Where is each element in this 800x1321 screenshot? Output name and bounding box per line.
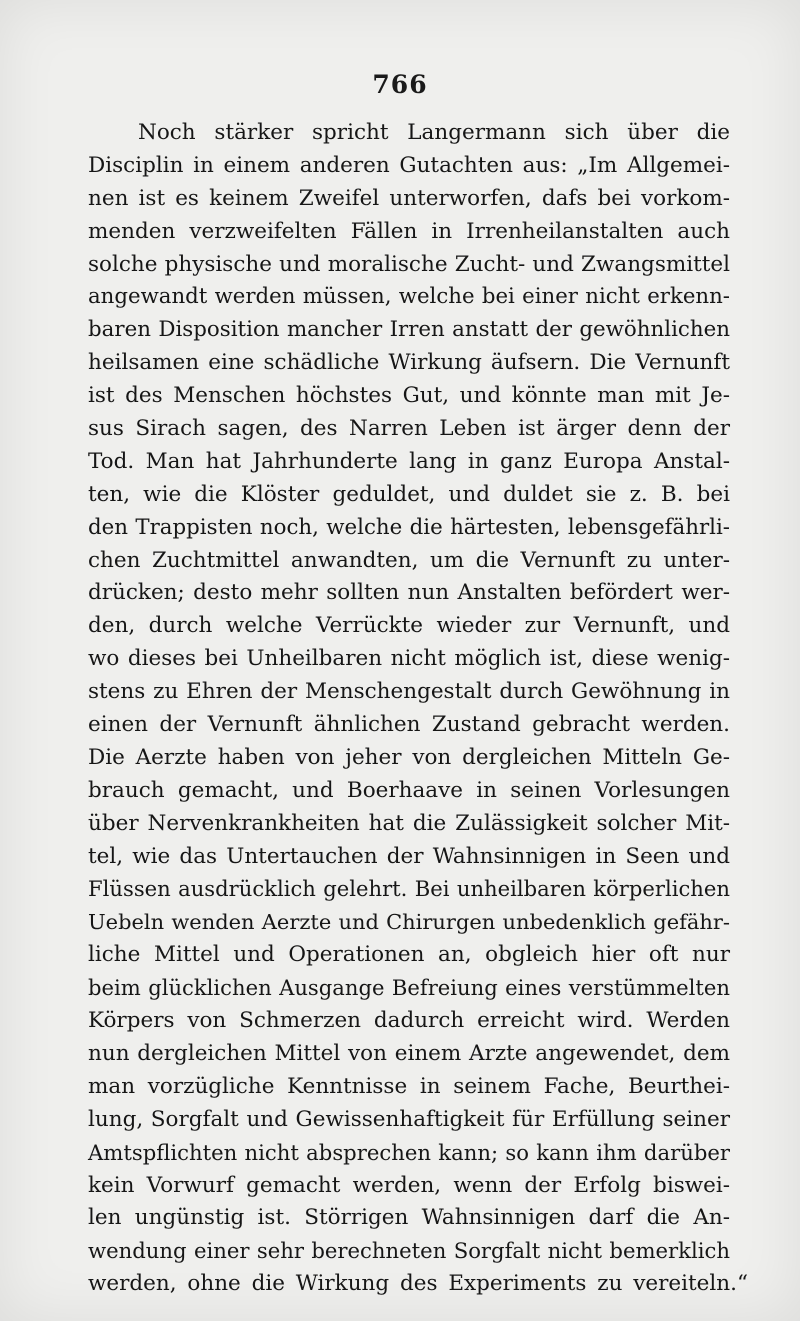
text-line: heilsamen eine schädliche Wirkung äufsern. Die Vernunft: [88, 350, 730, 376]
text-line: den, durch welche Verrückte wieder zur Vernunft, und: [88, 613, 730, 639]
text-line: Die Aerzte haben von jeher von dergleichen Mitteln Ge-: [88, 744, 730, 770]
text-line: lung, Sorgfalt und Gewissenhaftigkeit für Erfüllung seiner: [88, 1106, 730, 1132]
text-line: solche physische und moralische Zucht- und Zwangsmittel: [88, 251, 730, 277]
text-line: Flüssen ausdrücklich gelehrt. Bei unheilbaren körperlichen: [88, 876, 730, 902]
text-line: tel, wie das Untertauchen der Wahnsinnigen in Seen und: [88, 843, 730, 869]
text-line: über Nervenkrankheiten hat die Zulässigkeit solcher Mit-: [88, 810, 730, 836]
text-line: stens zu Ehren der Menschengestalt durch Gewöhnung in: [88, 679, 730, 705]
text-line: beim glücklichen Ausgange Befreiung eines verstümmelten: [88, 975, 730, 1001]
page-number: 766: [372, 70, 428, 99]
text-line: Noch stärker spricht Langermann sich über die: [138, 120, 730, 145]
text-line: ten, wie die Klöster geduldet, und duldet sie z. B. bei: [88, 481, 730, 507]
text-line: werden, ohne die Wirkung des Experiments zu vereiteln.“: [88, 1271, 748, 1297]
text-line: ist des Menschen höchstes Gut, und könnte man mit Je-: [88, 383, 730, 409]
text-line: drücken; desto mehr sollten nun Anstalten befördert wer-: [88, 580, 730, 606]
text-line: angewandt werden müssen, welche bei einer nicht erkenn-: [88, 284, 730, 310]
text-line: nen ist es keinem Zweifel unterworfen, dafs bei vorkom-: [88, 185, 730, 211]
text-line: den Trappisten noch, welche die härtesten, lebensgefährli-: [88, 514, 730, 540]
text-line: sus Sirach sagen, des Narren Leben ist ärger denn der: [88, 416, 730, 442]
text-line: Disciplin in einem anderen Gutachten aus: „Im Allgemei-: [88, 152, 730, 178]
text-line: kein Vorwurf gemacht werden, wenn der Erfolg biswei-: [88, 1172, 730, 1198]
text-line: chen Zuchtmittel anwandten, um die Vernunft zu unter-: [88, 547, 730, 573]
text-line: Uebeln wenden Aerzte und Chirurgen unbedenklich gefähr-: [88, 910, 730, 935]
text-line: Körpers von Schmerzen dadurch erreicht wird. Werden: [88, 1008, 730, 1034]
text-line: Amtspflichten nicht absprechen kann; so kann ihm darüber: [88, 1139, 730, 1165]
text-line: len ungünstig ist. Störrigen Wahnsinnigen darf die An-: [88, 1205, 730, 1231]
text-line: menden verzweifelten Fällen in Irrenheilanstalten auch: [88, 218, 730, 244]
text-line: brauch gemacht, und Boerhaave in seinen Vorlesungen: [88, 777, 730, 803]
text-line: wendung einer sehr berechneten Sorgfalt nicht bemerklich: [88, 1238, 730, 1264]
text-line: baren Disposition mancher Irren anstatt der gewöhnlichen: [88, 317, 730, 343]
text-line: liche Mittel und Operationen an, obgleich hier oft nur: [88, 942, 730, 968]
text-line: Tod. Man hat Jahrhunderte lang in ganz Europa Anstal-: [88, 448, 730, 474]
text-line: nun dergleichen Mittel von einem Arzte angewendet, dem: [88, 1040, 730, 1066]
body-text: [88, 117, 748, 1301]
text-line: wo dieses bei Unheilbaren nicht möglich ist, diese wenig-: [88, 646, 730, 672]
text-line: man vorzügliche Kenntnisse in seinem Fache, Beurthei-: [88, 1073, 730, 1099]
text-line: einen der Vernunft ähnlichen Zustand gebracht werden.: [88, 712, 730, 738]
